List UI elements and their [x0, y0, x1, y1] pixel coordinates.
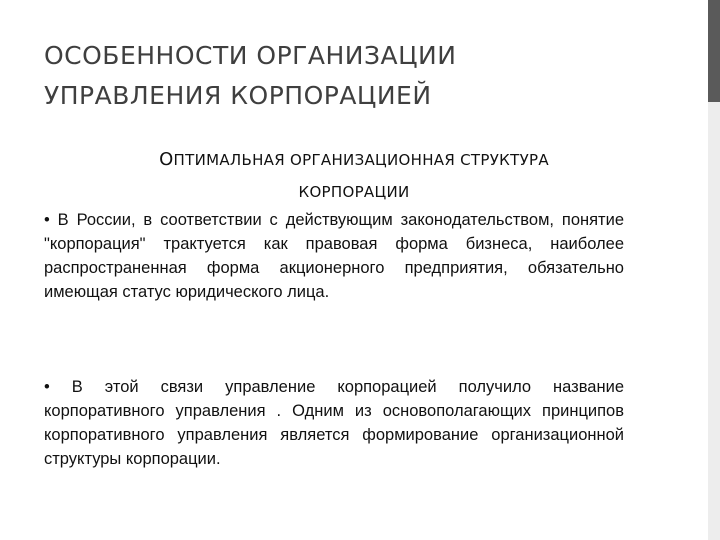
subtitle-line-1	[60, 144, 648, 176]
bullet-paragraph-1: • В России, в соответствии с действующим законодательством, понятие "корпорация" трактуется как правовая форма бизнеса, наиболее распространенная форма акционерного предприятия, обязательно имеющая статус юридического лица.	[44, 211, 624, 301]
slide-subtitle	[60, 144, 648, 208]
subtitle-line-1-rest: ПТИМАЛЬНАЯ ОРГАНИЗАЦИОННАЯ СТРУКТУРА	[173, 151, 549, 169]
slide-title-line-2: УПРАВЛЕНИЯ КОРПОРАЦИЕЙ	[44, 81, 432, 110]
subtitle-line-2: КОРПОРАЦИИ	[298, 183, 410, 201]
subtitle-initial: О	[159, 149, 174, 170]
side-decoration-accent	[708, 0, 720, 102]
bullet-paragraph-2: • В этой связи управление корпорацией получило название корпоративного управления . Одним из основополагающих принципов корпоративного управления является формирование организационной структуры корпорации.	[44, 378, 624, 468]
slide-title	[44, 36, 684, 116]
slide-title-line-1: ОСОБЕННОСТИ ОРГАНИЗАЦИИ	[44, 41, 457, 70]
